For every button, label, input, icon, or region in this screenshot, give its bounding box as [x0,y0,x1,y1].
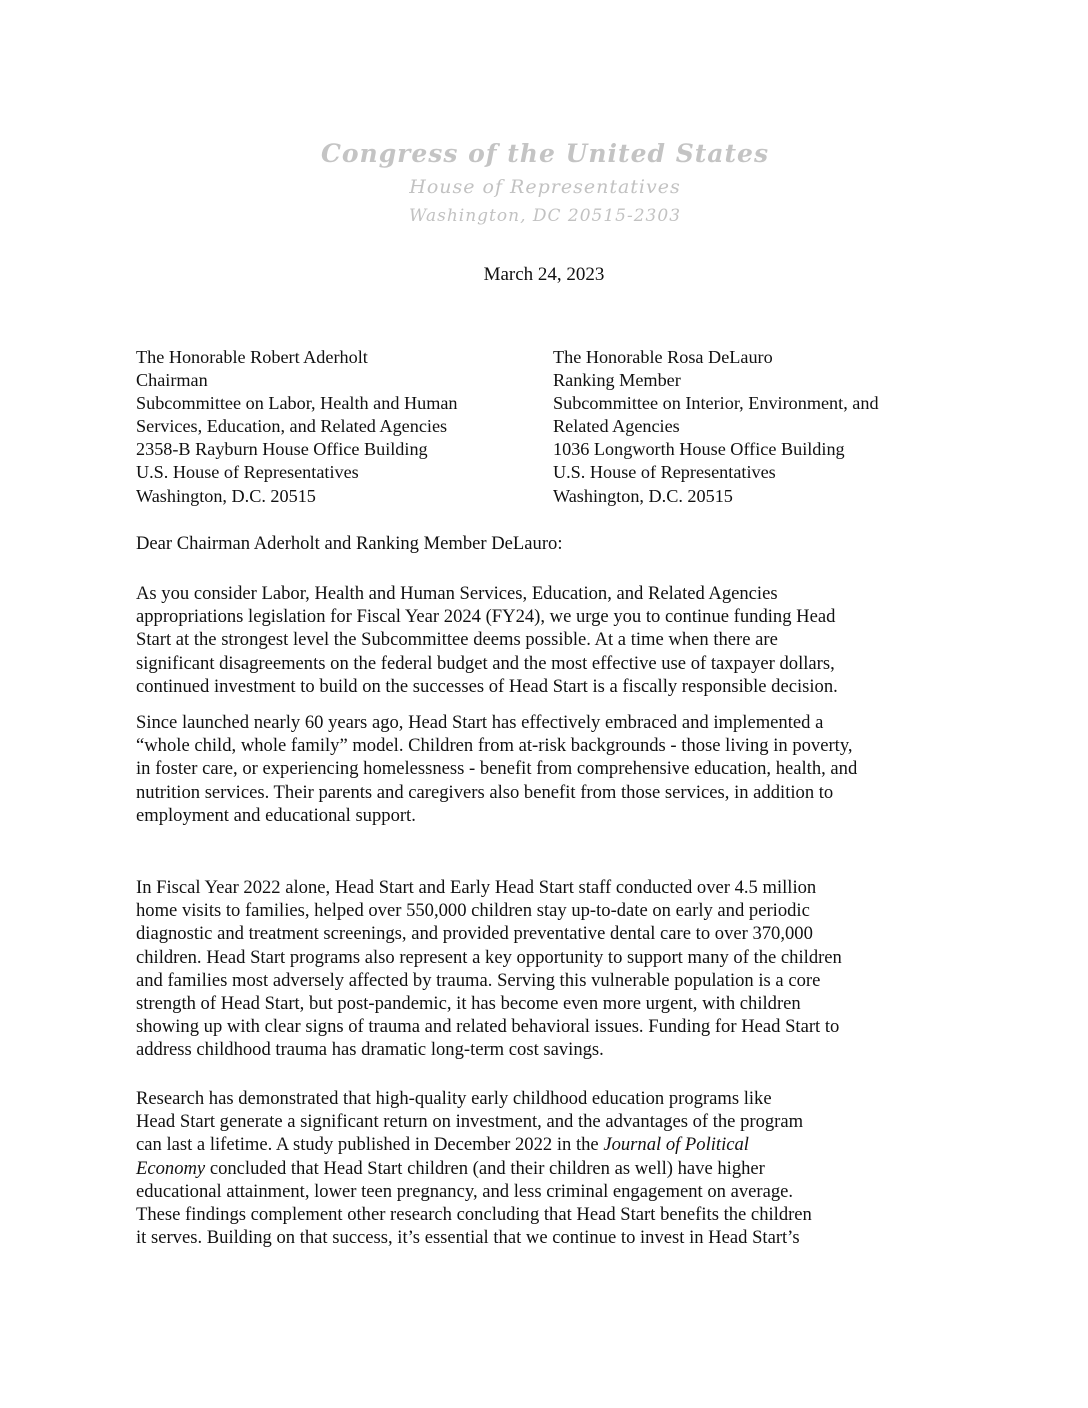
text-line: in foster care, or experiencing homelessness - benefit from comprehensive education, health, and [136,758,858,780]
letterhead-house: House of Representatives [409,176,681,198]
salutation: Dear Chairman Aderholt and Ranking Member DeLauro: [136,533,563,554]
text-line: In Fiscal Year 2022 alone, Head Start and Early Head Start staff conducted over 4.5 million [136,877,817,898]
text-line: Since launched nearly 60 years ago, Head Start has effectively embraced and implemented a [136,712,824,733]
text-line: Start at the strongest level the Subcommittee deems possible. At a time when there are [136,629,778,651]
text-line: it serves. Building on that success, it’s essential that we continue to invest in Head Start’s [136,1227,800,1249]
journal-title: Journal of Political [603,1134,749,1156]
paragraph-funding-request [136,582,966,698]
text-line: As you consider Labor, Health and Human Services, Education, and Related Agencies [136,583,778,604]
text-line: Research has demonstrated that high-quality early childhood education programs like [136,1088,772,1109]
recipient-chamber: U.S. House of Representatives [553,462,776,483]
text-line: address childhood trauma has dramatic long-term cost savings. [136,1039,604,1061]
text-segment: concluded that Head Start children (and their children as well) have higher [205,1157,765,1179]
recipient-committee-cont: Related Agencies [553,416,680,437]
text-line: These findings complement other research concluding that Head Start benefits the children [136,1204,812,1226]
recipient-name: The Honorable Rosa DeLauro [553,347,773,367]
recipient-office: 1036 Longworth House Office Building [553,439,845,460]
paragraph-research [136,1087,966,1249]
text-line: home visits to families, helped over 550,000 children stay up-to-date on early and periodic [136,900,810,922]
text-segment: can last a lifetime. A study published in December 2022 in the [136,1134,604,1156]
recipient-committee-cont: Services, Education, and Related Agencies [136,416,448,437]
text-line [136,1157,966,1180]
text-line: continued investment to build on the successes of Head Start is a fiscally responsible decision. [136,675,838,697]
recipient-office: 2358-B Rayburn House Office Building [136,439,428,460]
journal-title-cont: Economy [136,1157,206,1179]
recipient-name: The Honorable Robert Aderholt [136,347,368,367]
paragraph-fy2022-impact [136,876,966,1062]
text-line: strength of Head Start, but post-pandemic, it has become even more urgent, with children [136,993,801,1015]
text-line [136,1133,966,1156]
letter-date: March 24, 2023 [483,264,605,285]
letterhead-congress: Congress of the United States [320,139,770,168]
text-line: children. Head Start programs also represent a key opportunity to support many of the children [136,946,842,968]
text-line: “whole child, whole family” model. Children from at-risk backgrounds - those living in poverty, [136,735,853,757]
recipient-committee: Subcommittee on Labor, Health and Human [136,393,458,414]
recipient-address-aderholt [136,346,458,508]
text-line: diagnostic and treatment screenings, and provided preventative dental care to over 370,000 [136,923,813,945]
text-line: educational attainment, lower teen pregnancy, and less criminal engagement on average. [136,1180,794,1202]
recipient-committee: Subcommittee on Interior, Environment, and [553,393,879,414]
letterhead [300,136,790,230]
text-line: significant disagreements on the federal budget and the most effective use of taxpayer dollars, [136,652,835,674]
letterhead-address: Washington, DC 20515-2303 [408,206,682,226]
text-line: showing up with clear signs of trauma and related behavioral issues. Funding for Head Start to [136,1016,840,1038]
text-line: Head Start generate a significant return on investment, and the advantages of the program [136,1111,804,1133]
recipient-city: Washington, D.C. 20515 [553,485,733,506]
recipient-title: Chairman [136,370,208,391]
recipient-address-delauro [553,346,879,508]
recipient-title: Ranking Member [553,370,681,391]
paragraph-whole-child-model [136,711,966,827]
text-line: nutrition services. Their parents and caregivers also benefit from those services, in addition to [136,781,834,803]
text-line: and families most adversely affected by trauma. Serving this vulnerable population is a core [136,969,821,991]
text-line: appropriations legislation for Fiscal Year 2024 (FY24), we urge you to continue funding Head [136,606,836,628]
text-line: employment and educational support. [136,804,416,826]
recipient-chamber: U.S. House of Representatives [136,462,359,483]
recipient-city: Washington, D.C. 20515 [136,485,316,506]
